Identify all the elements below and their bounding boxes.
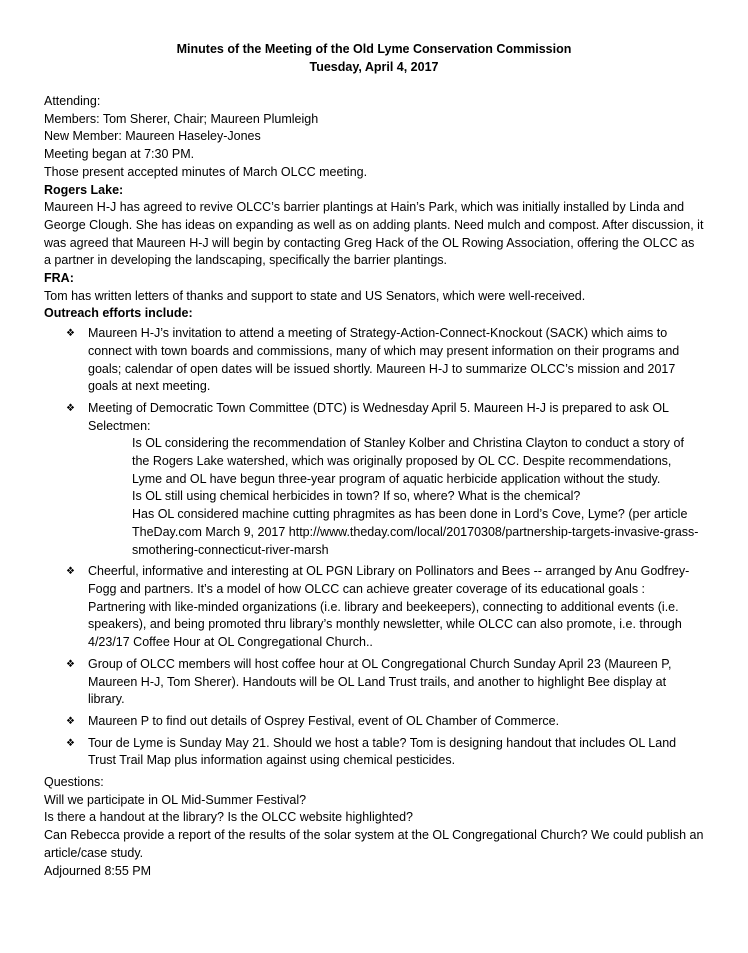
minutes-accepted: Those present accepted minutes of March OLCC meeting. [44, 164, 368, 179]
list-item [44, 325, 704, 396]
list-item [44, 713, 704, 731]
document-date: Tuesday, April 4, 2017 [309, 60, 439, 74]
document-title: Minutes of the Meeting of the Old Lyme Conservation Commission [176, 42, 572, 56]
questions-label: Questions: [44, 775, 104, 790]
adjourned-text: Adjourned 8:55 PM [44, 863, 152, 878]
list-item [44, 735, 704, 770]
selectmen-question: Has OL considered machine cutting phragmites as has been done in Lord’s Cove, Lyme? (per article TheDay.com March 9, 2017 http://www.theday.com/local/20170308/partnership-targets-invasive-grass-smothering-connecticut-river-marsh [132, 507, 699, 557]
attending-label: Attending: [44, 94, 101, 108]
list-item [44, 656, 704, 709]
meeting-start: Meeting began at 7:30 PM. [44, 147, 195, 162]
selectmen-question: Is OL considering the recommendation of Stanley Kolber and Christina Clayton to conduct a story of the Rogers Lake watershed, which was originally proposed by OL CC. Despite recommendations, Lyme and OL have begun three-year program of aquatic herbicide application without the study. [132, 436, 684, 486]
diamond-bullet-icon: ❖ [66, 658, 75, 670]
list-item-text: Group of OLCC members will host coffee hour at OL Congregational Church Sunday April 23 (Maureen P, Maureen H-J, Tom Sherer). Handouts will be OL Land Trust trails, and another to highlight Bee display at library. [88, 656, 672, 707]
list-item [44, 563, 704, 652]
diamond-bullet-icon: ❖ [66, 566, 75, 578]
attending-new-member: New Member: Maureen Haseley-Jones [44, 129, 261, 144]
outreach-heading: Outreach efforts include: [44, 306, 193, 321]
list-item [44, 400, 704, 559]
fra-text: Tom has written letters of thanks and support to state and US Senators, which were well-received. [44, 288, 586, 303]
list-item-text: Cheerful, informative and interesting at OL PGN Library on Pollinators and Bees -- arranged by Anu Godfrey-Fogg and partners. It’s a model of how OLCC can achieve greater coverage of its educational goals : Partnering with like-minded organizations (i.e. library and beekeepers), connecting to additional events (i.e. speakers), and being promoted thru library’s monthly newsletter, while OLCC can also promote, i.e. through 4/23/17 Coffee Hour at OL Congregational Church.. [88, 564, 690, 650]
selectmen-question: Is OL still using chemical herbicides in town? If so, where? What is the chemical? [132, 489, 581, 504]
diamond-bullet-icon: ❖ [66, 402, 75, 414]
rogers-lake-text: Maureen H-J has agreed to revive OLCC’s barrier plantings at Hain’s Park, which was initially installed by Linda and George Clough. She has ideas on expanding as well as on adding plants. Need mulch and compost. After discussion, it was agreed that Maureen H-J will begin by contacting Greg Hack of the OL Rowing Association, offering the OLCC as a partner in developing the landscaping, specifically the barrier plantings. [44, 200, 704, 268]
question-item: Can Rebecca provide a report of the results of the solar system at the OL Congregational Church? We could publish an article/case study. [44, 828, 704, 860]
list-item-text: Tour de Lyme is Sunday May 21. Should we host a table? Tom is designing handout that includes OL Land Trust Trail Map plus information against using chemical pesticides. [88, 735, 677, 768]
diamond-bullet-icon: ❖ [66, 715, 75, 727]
question-item: Will we participate in OL Mid-Summer Festival? [44, 792, 307, 807]
diamond-bullet-icon: ❖ [66, 328, 75, 340]
diamond-bullet-icon: ❖ [66, 737, 75, 749]
list-item-text: Meeting of Democratic Town Committee (DTC) is Wednesday April 5. Maureen H-J is prepared to ask OL Selectmen: [88, 400, 669, 433]
list-item-text: Maureen P to find out details of Osprey Festival, event of OL Chamber of Commerce. [88, 713, 560, 728]
rogers-lake-heading: Rogers Lake: [44, 182, 124, 197]
fra-heading: FRA: [44, 271, 74, 286]
outreach-list [44, 325, 704, 770]
attending-members: Members: Tom Sherer, Chair; Maureen Plumleigh [44, 111, 319, 126]
minutes-body [44, 93, 704, 880]
list-item-text: Maureen H-J’s invitation to attend a meeting of Strategy-Action-Connect-Knockout (SACK) which aims to connect with town boards and commissions, many of which may present information on their programs and goals; calendar of open dates will be issued shortly. Maureen H-J to summarize OLCC’s mission and 2017 goals at next meeting. [88, 326, 680, 394]
question-item: Is there a handout at the library? Is the OLCC website highlighted? [44, 810, 413, 825]
selectmen-questions [88, 435, 704, 559]
